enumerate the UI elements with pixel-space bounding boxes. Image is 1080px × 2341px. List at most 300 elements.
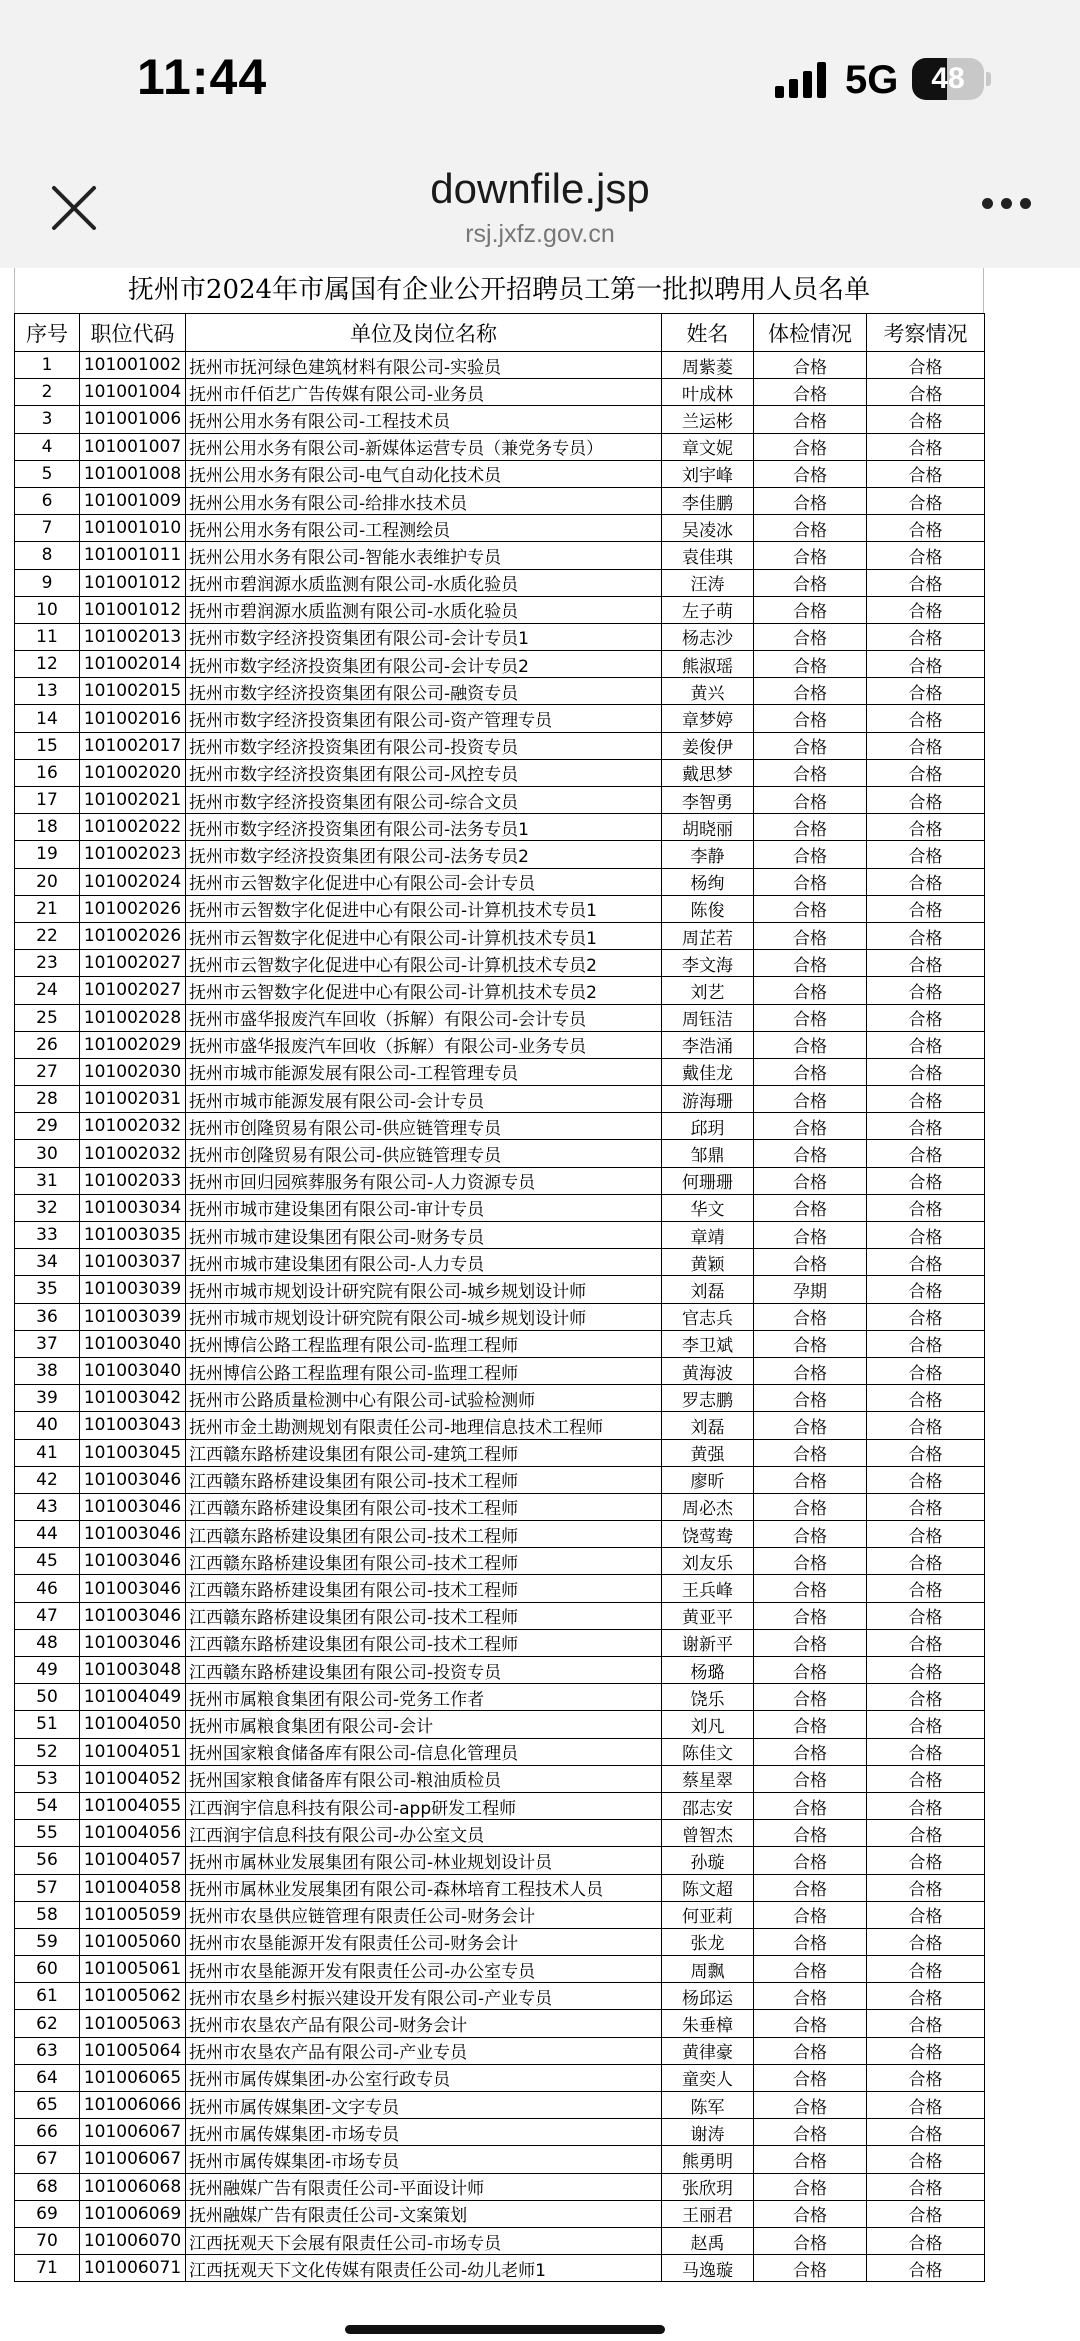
cell-name: 廖昕 <box>662 1466 754 1493</box>
cell-code: 101003042 <box>80 1385 186 1412</box>
cell-index: 42 <box>15 1466 80 1493</box>
cell-unit: 抚州市城市规划设计研究院有限公司-城乡规划设计师 <box>186 1276 662 1303</box>
cell-medical: 合格 <box>754 2255 867 2282</box>
cell-medical: 合格 <box>754 1466 867 1493</box>
cell-code: 101004050 <box>80 1711 186 1738</box>
table-row <box>15 1548 985 1575</box>
cell-medical: 孕期 <box>754 1276 867 1303</box>
cell-review: 合格 <box>867 1140 985 1167</box>
cell-medical: 合格 <box>754 460 867 487</box>
cell-unit: 抚州市公路质量检测中心有限公司-试验检测师 <box>186 1385 662 1412</box>
cell-index: 30 <box>15 1140 80 1167</box>
cell-code: 101001008 <box>80 460 186 487</box>
cell-code: 101002026 <box>80 922 186 949</box>
cell-review: 合格 <box>867 814 985 841</box>
cell-name: 袁佳琪 <box>662 542 754 569</box>
cell-code: 101004051 <box>80 1738 186 1765</box>
table-row <box>15 1004 985 1031</box>
cell-review: 合格 <box>867 922 985 949</box>
cell-index: 39 <box>15 1385 80 1412</box>
cell-code: 101002020 <box>80 759 186 786</box>
cellular-signal-icon <box>775 62 827 98</box>
table-row <box>15 1956 985 1983</box>
cell-medical: 合格 <box>754 1303 867 1330</box>
cell-name: 谢涛 <box>662 2119 754 2146</box>
cell-medical: 合格 <box>754 950 867 977</box>
cell-medical: 合格 <box>754 1792 867 1819</box>
cell-review: 合格 <box>867 1385 985 1412</box>
cell-code: 101002022 <box>80 814 186 841</box>
more-dot-icon <box>1020 198 1031 209</box>
cell-index: 16 <box>15 759 80 786</box>
cell-name: 朱垂樟 <box>662 2010 754 2037</box>
cell-code: 101001004 <box>80 379 186 406</box>
battery-cap <box>986 72 991 86</box>
cell-code: 101002032 <box>80 1140 186 1167</box>
table-row <box>15 1222 985 1249</box>
cell-unit: 抚州市数字经济投资集团有限公司-会计专员2 <box>186 651 662 678</box>
cell-name: 马逸璇 <box>662 2255 754 2282</box>
cell-index: 34 <box>15 1249 80 1276</box>
cell-medical: 合格 <box>754 1956 867 1983</box>
cell-code: 101002026 <box>80 895 186 922</box>
cell-code: 101003034 <box>80 1194 186 1221</box>
cell-code: 101002032 <box>80 1113 186 1140</box>
cell-medical: 合格 <box>754 1058 867 1085</box>
cell-name: 章文妮 <box>662 433 754 460</box>
cell-unit: 抚州市金土勘测规划有限责任公司-地理信息技术工程师 <box>186 1412 662 1439</box>
table-row <box>15 1140 985 1167</box>
cell-medical: 合格 <box>754 1657 867 1684</box>
cell-medical: 合格 <box>754 1194 867 1221</box>
cell-index: 40 <box>15 1412 80 1439</box>
cell-code: 101004058 <box>80 1874 186 1901</box>
cell-index: 33 <box>15 1222 80 1249</box>
table-row <box>15 705 985 732</box>
table-row <box>15 1928 985 1955</box>
table-body <box>15 352 985 2282</box>
cell-medical: 合格 <box>754 759 867 786</box>
cell-index: 36 <box>15 1303 80 1330</box>
cell-review: 合格 <box>867 1222 985 1249</box>
table-row <box>15 379 985 406</box>
cell-unit: 抚州市碧润源水质监测有限公司-水质化验员 <box>186 596 662 623</box>
cell-unit: 江西赣东路桥建设集团有限公司-建筑工程师 <box>186 1439 662 1466</box>
cell-name: 张欣玥 <box>662 2173 754 2200</box>
cell-medical: 合格 <box>754 2227 867 2254</box>
cell-medical: 合格 <box>754 542 867 569</box>
cell-review: 合格 <box>867 841 985 868</box>
cell-code: 101002017 <box>80 732 186 759</box>
cell-name: 饶乐 <box>662 1684 754 1711</box>
cell-code: 101002027 <box>80 977 186 1004</box>
cell-code: 101001010 <box>80 515 186 542</box>
cell-unit: 抚州市城市规划设计研究院有限公司-城乡规划设计师 <box>186 1303 662 1330</box>
cell-name: 刘友乐 <box>662 1548 754 1575</box>
table-row <box>15 2064 985 2091</box>
cell-name: 李文海 <box>662 950 754 977</box>
table-row <box>15 868 985 895</box>
cell-medical: 合格 <box>754 868 867 895</box>
table-row <box>15 678 985 705</box>
table-row <box>15 1602 985 1629</box>
table-header-row <box>15 314 985 352</box>
cell-medical: 合格 <box>754 2146 867 2173</box>
cell-index: 20 <box>15 868 80 895</box>
cell-unit: 抚州国家粮食储备库有限公司-信息化管理员 <box>186 1738 662 1765</box>
cell-unit: 抚州市数字经济投资集团有限公司-会计专员1 <box>186 623 662 650</box>
table-row <box>15 814 985 841</box>
cell-code: 101005060 <box>80 1928 186 1955</box>
table-row <box>15 596 985 623</box>
cell-index: 59 <box>15 1928 80 1955</box>
table-row <box>15 1167 985 1194</box>
cell-medical: 合格 <box>754 1385 867 1412</box>
table-row <box>15 1194 985 1221</box>
cell-unit: 抚州市盛华报废汽车回收（拆解）有限公司-业务专员 <box>186 1031 662 1058</box>
cell-review: 合格 <box>867 1956 985 1983</box>
cell-unit: 抚州市农垦农产品有限公司-财务会计 <box>186 2010 662 2037</box>
cell-code: 101005063 <box>80 2010 186 2037</box>
cell-unit: 抚州市数字经济投资集团有限公司-资产管理专员 <box>186 705 662 732</box>
table-row <box>15 1629 985 1656</box>
cell-name: 黄强 <box>662 1439 754 1466</box>
cell-medical: 合格 <box>754 1140 867 1167</box>
cell-medical: 合格 <box>754 787 867 814</box>
cell-medical: 合格 <box>754 2119 867 2146</box>
column-header-index: 序号 <box>15 314 80 352</box>
cell-code: 101003046 <box>80 1493 186 1520</box>
table-row <box>15 1820 985 1847</box>
cell-medical: 合格 <box>754 1439 867 1466</box>
cell-index: 19 <box>15 841 80 868</box>
cell-unit: 抚州国家粮食储备库有限公司-粮油质检员 <box>186 1765 662 1792</box>
top-bar <box>0 0 1080 268</box>
cell-review: 合格 <box>867 1412 985 1439</box>
cell-medical: 合格 <box>754 352 867 379</box>
cell-name: 邵志安 <box>662 1792 754 1819</box>
cell-index: 41 <box>15 1439 80 1466</box>
cell-index: 8 <box>15 542 80 569</box>
cell-medical: 合格 <box>754 1031 867 1058</box>
cell-index: 48 <box>15 1629 80 1656</box>
cell-index: 28 <box>15 1086 80 1113</box>
cell-review: 合格 <box>867 1194 985 1221</box>
cell-medical: 合格 <box>754 922 867 949</box>
cell-medical: 合格 <box>754 1222 867 1249</box>
cell-index: 11 <box>15 623 80 650</box>
cell-unit: 抚州市农垦能源开发有限责任公司-财务会计 <box>186 1928 662 1955</box>
cell-index: 35 <box>15 1276 80 1303</box>
cell-review: 合格 <box>867 352 985 379</box>
cell-name: 蔡星翠 <box>662 1765 754 1792</box>
table-row <box>15 1684 985 1711</box>
cell-medical: 合格 <box>754 678 867 705</box>
cell-index: 17 <box>15 787 80 814</box>
cell-review: 合格 <box>867 1792 985 1819</box>
cell-name: 童奕人 <box>662 2064 754 2091</box>
cell-review: 合格 <box>867 1058 985 1085</box>
cell-name: 邱玥 <box>662 1113 754 1140</box>
cell-unit: 江西赣东路桥建设集团有限公司-技术工程师 <box>186 1548 662 1575</box>
cell-unit: 江西润宇信息科技有限公司-app研发工程师 <box>186 1792 662 1819</box>
cell-index: 6 <box>15 487 80 514</box>
cell-review: 合格 <box>867 1086 985 1113</box>
cell-code: 101002014 <box>80 651 186 678</box>
cell-name: 王丽君 <box>662 2200 754 2227</box>
cell-review: 合格 <box>867 460 985 487</box>
cell-review: 合格 <box>867 1466 985 1493</box>
cell-review: 合格 <box>867 2037 985 2064</box>
cell-index: 52 <box>15 1738 80 1765</box>
cell-unit: 抚州融媒广告有限责任公司-文案策划 <box>186 2200 662 2227</box>
cell-review: 合格 <box>867 2119 985 2146</box>
cell-review: 合格 <box>867 1874 985 1901</box>
cell-unit: 抚州公用水务有限公司-给排水技术员 <box>186 487 662 514</box>
table-row <box>15 977 985 1004</box>
cell-name: 黄律豪 <box>662 2037 754 2064</box>
page-url: rsj.jxfz.gov.cn <box>465 220 615 248</box>
cell-review: 合格 <box>867 1657 985 1684</box>
cell-review: 合格 <box>867 379 985 406</box>
cell-unit: 抚州市云智数字化促进中心有限公司-计算机技术专员1 <box>186 922 662 949</box>
column-header-review: 考察情况 <box>867 314 985 352</box>
cell-review: 合格 <box>867 1684 985 1711</box>
table-row <box>15 2227 985 2254</box>
cell-name: 李智勇 <box>662 787 754 814</box>
table-row <box>15 2255 985 2282</box>
cell-name: 兰运彬 <box>662 406 754 433</box>
table-row <box>15 623 985 650</box>
table-row <box>15 1086 985 1113</box>
cell-index: 7 <box>15 515 80 542</box>
more-dot-icon <box>982 198 993 209</box>
cell-code: 101006065 <box>80 2064 186 2091</box>
cell-code: 101003046 <box>80 1466 186 1493</box>
cell-unit: 抚州市数字经济投资集团有限公司-投资专员 <box>186 732 662 759</box>
cell-unit: 江西抚观天下会展有限责任公司-市场专员 <box>186 2227 662 2254</box>
cell-medical: 合格 <box>754 2173 867 2200</box>
cell-medical: 合格 <box>754 1738 867 1765</box>
cell-unit: 抚州融媒广告有限责任公司-平面设计师 <box>186 2173 662 2200</box>
cell-name: 游海珊 <box>662 1086 754 1113</box>
cell-code: 101002031 <box>80 1086 186 1113</box>
cell-index: 32 <box>15 1194 80 1221</box>
cell-medical: 合格 <box>754 1684 867 1711</box>
cell-index: 65 <box>15 2092 80 2119</box>
cell-unit: 抚州市碧润源水质监测有限公司-水质化验员 <box>186 569 662 596</box>
cell-name: 刘磊 <box>662 1276 754 1303</box>
cell-name: 黄兴 <box>662 678 754 705</box>
cell-medical: 合格 <box>754 1874 867 1901</box>
cell-index: 10 <box>15 596 80 623</box>
table-row <box>15 651 985 678</box>
cell-unit: 江西赣东路桥建设集团有限公司-投资专员 <box>186 1657 662 1684</box>
cell-index: 31 <box>15 1167 80 1194</box>
cell-name: 陈佳文 <box>662 1738 754 1765</box>
cell-index: 22 <box>15 922 80 949</box>
cell-index: 68 <box>15 2173 80 2200</box>
table-row <box>15 2119 985 2146</box>
cell-unit: 抚州市云智数字化促进中心有限公司-计算机技术专员1 <box>186 895 662 922</box>
cell-name: 孙璇 <box>662 1847 754 1874</box>
cell-unit: 抚州公用水务有限公司-智能水表维护专员 <box>186 542 662 569</box>
cell-medical: 合格 <box>754 1602 867 1629</box>
table-row <box>15 1439 985 1466</box>
cell-unit: 抚州市属林业发展集团有限公司-林业规划设计员 <box>186 1847 662 1874</box>
cell-code: 101003039 <box>80 1303 186 1330</box>
cell-name: 左子萌 <box>662 596 754 623</box>
cell-review: 合格 <box>867 1330 985 1357</box>
cell-name: 刘艺 <box>662 977 754 1004</box>
page-title: downfile.jsp <box>430 165 650 212</box>
cell-review: 合格 <box>867 1004 985 1031</box>
cell-unit: 抚州市数字经济投资集团有限公司-法务专员1 <box>186 814 662 841</box>
hire-list-table <box>14 313 985 2282</box>
cell-medical: 合格 <box>754 1086 867 1113</box>
cell-medical: 合格 <box>754 1711 867 1738</box>
cell-code: 101003035 <box>80 1222 186 1249</box>
cell-unit: 抚州市城市能源发展有限公司-会计专员 <box>186 1086 662 1113</box>
cell-code: 101003046 <box>80 1548 186 1575</box>
cell-review: 合格 <box>867 515 985 542</box>
cell-review: 合格 <box>867 1031 985 1058</box>
more-options-button[interactable] <box>982 198 1032 214</box>
cell-unit: 抚州市数字经济投资集团有限公司-融资专员 <box>186 678 662 705</box>
cell-code: 101001002 <box>80 352 186 379</box>
table-row <box>15 922 985 949</box>
cell-review: 合格 <box>867 2173 985 2200</box>
cell-name: 周紫菱 <box>662 352 754 379</box>
cell-unit: 抚州市属传媒集团-办公室行政专员 <box>186 2064 662 2091</box>
table-row <box>15 1657 985 1684</box>
cell-unit: 抚州市数字经济投资集团有限公司-综合文员 <box>186 787 662 814</box>
cell-name: 周钰洁 <box>662 1004 754 1031</box>
document-title: 抚州市2024年市属国有企业公开招聘员工第一批拟聘用人员名单 <box>14 268 984 313</box>
cell-unit: 抚州市回归园殡葬服务有限公司-人力资源专员 <box>186 1167 662 1194</box>
cell-review: 合格 <box>867 596 985 623</box>
table-row <box>15 1330 985 1357</box>
cell-name: 周飘 <box>662 1956 754 1983</box>
cell-code: 101006067 <box>80 2119 186 2146</box>
cell-unit: 抚州市云智数字化促进中心有限公司-计算机技术专员2 <box>186 950 662 977</box>
table-row <box>15 1303 985 1330</box>
cell-medical: 合格 <box>754 1113 867 1140</box>
cell-medical: 合格 <box>754 1629 867 1656</box>
cell-code: 101004049 <box>80 1684 186 1711</box>
cell-index: 4 <box>15 433 80 460</box>
cell-medical: 合格 <box>754 379 867 406</box>
table-row <box>15 1385 985 1412</box>
cell-review: 合格 <box>867 1276 985 1303</box>
cell-code: 101002013 <box>80 623 186 650</box>
table-row <box>15 2037 985 2064</box>
cell-name: 杨璐 <box>662 1657 754 1684</box>
cell-code: 101005059 <box>80 1901 186 1928</box>
cell-name: 戴思梦 <box>662 759 754 786</box>
cell-index: 71 <box>15 2255 80 2282</box>
cell-medical: 合格 <box>754 1493 867 1520</box>
cell-code: 101006071 <box>80 2255 186 2282</box>
cell-review: 合格 <box>867 2146 985 2173</box>
cell-index: 12 <box>15 651 80 678</box>
cell-code: 101004056 <box>80 1820 186 1847</box>
table-row <box>15 1765 985 1792</box>
cell-unit: 抚州市属林业发展集团有限公司-森林培育工程技术人员 <box>186 1874 662 1901</box>
cell-index: 21 <box>15 895 80 922</box>
cell-index: 13 <box>15 678 80 705</box>
cell-review: 合格 <box>867 1357 985 1384</box>
cell-review: 合格 <box>867 1602 985 1629</box>
table-row <box>15 460 985 487</box>
cell-code: 101001012 <box>80 596 186 623</box>
cell-unit: 抚州市抚河绿色建筑材料有限公司-实验员 <box>186 352 662 379</box>
table-row <box>15 515 985 542</box>
cell-name: 黄亚平 <box>662 1602 754 1629</box>
cell-unit: 抚州市数字经济投资集团有限公司-法务专员2 <box>186 841 662 868</box>
cell-unit: 抚州市农垦乡村振兴建设开发有限公司-产业专员 <box>186 1983 662 2010</box>
table-row <box>15 1738 985 1765</box>
cell-medical: 合格 <box>754 1575 867 1602</box>
cell-unit: 江西润宇信息科技有限公司-办公室文员 <box>186 1820 662 1847</box>
cell-medical: 合格 <box>754 487 867 514</box>
cell-unit: 抚州市属传媒集团-市场专员 <box>186 2119 662 2146</box>
table-row <box>15 759 985 786</box>
cell-review: 合格 <box>867 2255 985 2282</box>
cell-index: 2 <box>15 379 80 406</box>
cell-medical: 合格 <box>754 406 867 433</box>
battery-level: 48 <box>931 62 965 95</box>
column-header-medical: 体检情况 <box>754 314 867 352</box>
column-header-code: 职位代码 <box>80 314 186 352</box>
cell-index: 9 <box>15 569 80 596</box>
table-row <box>15 2200 985 2227</box>
battery-icon <box>912 58 984 100</box>
cell-review: 合格 <box>867 2092 985 2119</box>
cell-name: 李卫斌 <box>662 1330 754 1357</box>
cell-index: 1 <box>15 352 80 379</box>
cell-index: 47 <box>15 1602 80 1629</box>
cell-unit: 抚州市盛华报废汽车回收（拆解）有限公司-会计专员 <box>186 1004 662 1031</box>
cell-index: 24 <box>15 977 80 1004</box>
cell-name: 周芷若 <box>662 922 754 949</box>
cell-review: 合格 <box>867 433 985 460</box>
cell-index: 54 <box>15 1792 80 1819</box>
cell-index: 44 <box>15 1521 80 1548</box>
cell-review: 合格 <box>867 1303 985 1330</box>
cell-index: 70 <box>15 2227 80 2254</box>
table-row <box>15 1466 985 1493</box>
cell-name: 叶成林 <box>662 379 754 406</box>
cell-unit: 抚州公用水务有限公司-工程测绘员 <box>186 515 662 542</box>
cell-review: 合格 <box>867 623 985 650</box>
cell-review: 合格 <box>867 2227 985 2254</box>
table-row <box>15 2173 985 2200</box>
cell-review: 合格 <box>867 1738 985 1765</box>
cell-unit: 抚州市属传媒集团-市场专员 <box>186 2146 662 2173</box>
table-row <box>15 950 985 977</box>
cell-code: 101002015 <box>80 678 186 705</box>
cell-name: 李佳鹏 <box>662 487 754 514</box>
cell-code: 101002033 <box>80 1167 186 1194</box>
cell-review: 合格 <box>867 2200 985 2227</box>
cell-index: 62 <box>15 2010 80 2037</box>
cell-code: 101004057 <box>80 1847 186 1874</box>
table-row <box>15 487 985 514</box>
cell-medical: 合格 <box>754 1820 867 1847</box>
cell-index: 43 <box>15 1493 80 1520</box>
cell-medical: 合格 <box>754 1004 867 1031</box>
